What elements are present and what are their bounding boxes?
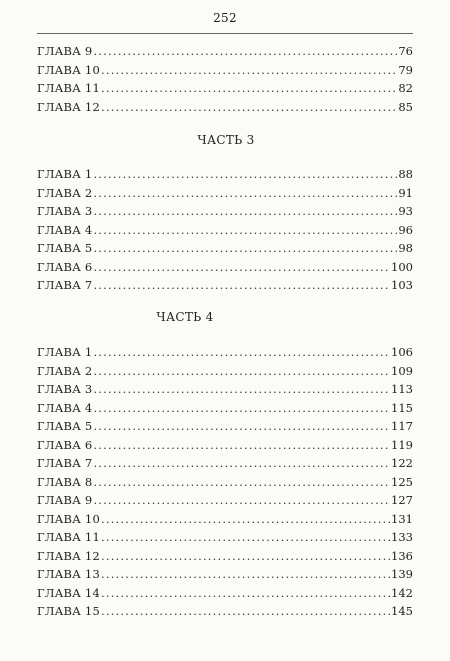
toc-entry xyxy=(37,419,413,438)
toc-dot-leader xyxy=(101,512,390,526)
toc-entry-label: ГЛАВА 8 xyxy=(37,474,93,489)
toc-entry-label: ГЛАВА 12 xyxy=(37,548,100,563)
toc-dot-leader xyxy=(101,549,390,563)
toc-entry-page-number: 79 xyxy=(398,62,413,77)
toc-dot-leader xyxy=(93,167,397,181)
toc-entry-label: ГЛАВА 2 xyxy=(37,185,93,200)
toc-entry xyxy=(37,475,413,494)
toc-entry-label: ГЛАВА 9 xyxy=(37,493,93,507)
toc-entry-page-number: 115 xyxy=(391,400,413,415)
toc-entry-label: ГЛАВА 4 xyxy=(37,400,93,415)
toc-entry-label: ГЛАВА 4 xyxy=(37,222,93,237)
toc-entry xyxy=(37,438,413,457)
toc-entry xyxy=(37,567,413,586)
toc-entry-page-number: 76 xyxy=(398,44,413,58)
toc-entry-page-number: 82 xyxy=(398,81,413,95)
toc-section-part-3 xyxy=(37,167,413,297)
toc-entry-label: ГЛАВА 11 xyxy=(37,530,100,544)
toc-dot-leader xyxy=(93,382,390,396)
toc-dot-leader xyxy=(93,364,390,378)
part-heading-3: ЧАСТЬ 3 xyxy=(197,133,255,147)
toc-entry-page-number: 117 xyxy=(391,419,413,433)
toc-dot-leader xyxy=(93,456,390,470)
toc-entry-label: ГЛАВА 11 xyxy=(37,81,100,95)
toc-entry-page-number: 106 xyxy=(391,345,413,359)
toc-entry xyxy=(37,260,413,279)
toc-entry xyxy=(37,186,413,205)
toc-entry-label: ГЛАВА 13 xyxy=(37,567,100,581)
toc-entry-page-number: 85 xyxy=(398,99,413,114)
toc-dot-leader xyxy=(93,260,390,274)
toc-entry-page-number: 127 xyxy=(391,493,413,507)
toc-dot-leader xyxy=(101,63,397,77)
toc-dot-leader xyxy=(93,186,397,200)
toc-entry xyxy=(37,586,413,605)
toc-dot-leader xyxy=(93,241,397,255)
toc-entry-page-number: 133 xyxy=(391,530,413,544)
toc-entry-label: ГЛАВА 3 xyxy=(37,204,93,218)
toc-entry xyxy=(37,241,413,260)
toc-entry-page-number: 88 xyxy=(398,167,413,181)
toc-entry-label: ГЛАВА 10 xyxy=(37,62,100,77)
toc-entry-label: ГЛАВА 15 xyxy=(37,604,100,618)
toc-entry-label: ГЛАВА 12 xyxy=(37,99,100,114)
toc-dot-leader xyxy=(101,100,397,114)
toc-entry xyxy=(37,44,413,63)
toc-entry-label: ГЛАВА 7 xyxy=(37,278,93,292)
toc-dot-leader xyxy=(93,345,390,359)
toc-entry xyxy=(37,530,413,549)
toc-entry-page-number: 113 xyxy=(391,382,413,396)
toc-entry-page-number: 96 xyxy=(398,222,413,237)
toc-entry-page-number: 100 xyxy=(391,259,413,274)
toc-entry-page-number: 142 xyxy=(391,585,413,600)
toc-entry xyxy=(37,223,413,242)
toc-dot-leader xyxy=(101,81,397,95)
toc-dot-leader xyxy=(93,401,390,415)
toc-dot-leader xyxy=(101,567,390,581)
toc-entry xyxy=(37,63,413,82)
toc-dot-leader xyxy=(93,204,397,218)
toc-dot-leader xyxy=(93,438,390,452)
toc-entry-page-number: 93 xyxy=(398,204,413,218)
part-heading-4: ЧАСТЬ 4 xyxy=(156,310,214,324)
toc-entry-page-number: 119 xyxy=(391,437,413,452)
toc-entry-label: ГЛАВА 6 xyxy=(37,259,93,274)
toc-entry-page-number: 131 xyxy=(391,511,413,526)
toc-entry-page-number: 109 xyxy=(391,363,413,378)
toc-entry-label: ГЛАВА 6 xyxy=(37,437,93,452)
toc-dot-leader xyxy=(93,493,390,507)
toc-entry-label: ГЛАВА 1 xyxy=(37,345,93,359)
toc-entry-page-number: 103 xyxy=(391,278,413,292)
toc-entry xyxy=(37,278,413,297)
toc-entry xyxy=(37,493,413,512)
toc-entry xyxy=(37,456,413,475)
toc-entry xyxy=(37,100,413,119)
toc-entry-label: ГЛАВА 14 xyxy=(37,585,100,600)
toc-section-part-4 xyxy=(37,345,413,623)
toc-entry-label: ГЛАВА 5 xyxy=(37,241,93,255)
toc-entry-page-number: 136 xyxy=(391,548,413,563)
toc-dot-leader xyxy=(93,419,390,433)
toc-dot-leader xyxy=(93,278,390,292)
toc-entry xyxy=(37,81,413,100)
toc-entry xyxy=(37,401,413,420)
toc-entry-page-number: 91 xyxy=(398,185,413,200)
toc-dot-leader xyxy=(93,223,397,237)
toc-entry xyxy=(37,512,413,531)
toc-dot-leader xyxy=(101,530,390,544)
toc-entry xyxy=(37,604,413,623)
header-rule xyxy=(37,33,413,34)
toc-entry xyxy=(37,345,413,364)
toc-entry-page-number: 145 xyxy=(391,604,413,618)
toc-entry-label: ГЛАВА 9 xyxy=(37,44,93,58)
toc-dot-leader xyxy=(93,475,390,489)
toc-entry-page-number: 98 xyxy=(398,241,413,255)
toc-entry-page-number: 122 xyxy=(391,456,413,470)
toc-entry-label: ГЛАВА 2 xyxy=(37,363,93,378)
toc-entry xyxy=(37,204,413,223)
toc-entry xyxy=(37,549,413,568)
toc-dot-leader xyxy=(93,44,397,58)
toc-entry-label: ГЛАВА 1 xyxy=(37,167,93,181)
toc-entry-page-number: 125 xyxy=(391,474,413,489)
toc-entry-label: ГЛАВА 3 xyxy=(37,382,93,396)
toc-dot-leader xyxy=(101,604,390,618)
toc-dot-leader xyxy=(101,586,390,600)
toc-entry-label: ГЛАВА 5 xyxy=(37,419,93,433)
toc-entry-label: ГЛАВА 7 xyxy=(37,456,93,470)
toc-entry-label: ГЛАВА 10 xyxy=(37,511,100,526)
toc-entry xyxy=(37,382,413,401)
toc-entry xyxy=(37,167,413,186)
page-number: 252 xyxy=(213,11,237,25)
toc-entry xyxy=(37,364,413,383)
toc-section-continued xyxy=(37,44,413,118)
toc-entry-page-number: 139 xyxy=(391,567,413,581)
